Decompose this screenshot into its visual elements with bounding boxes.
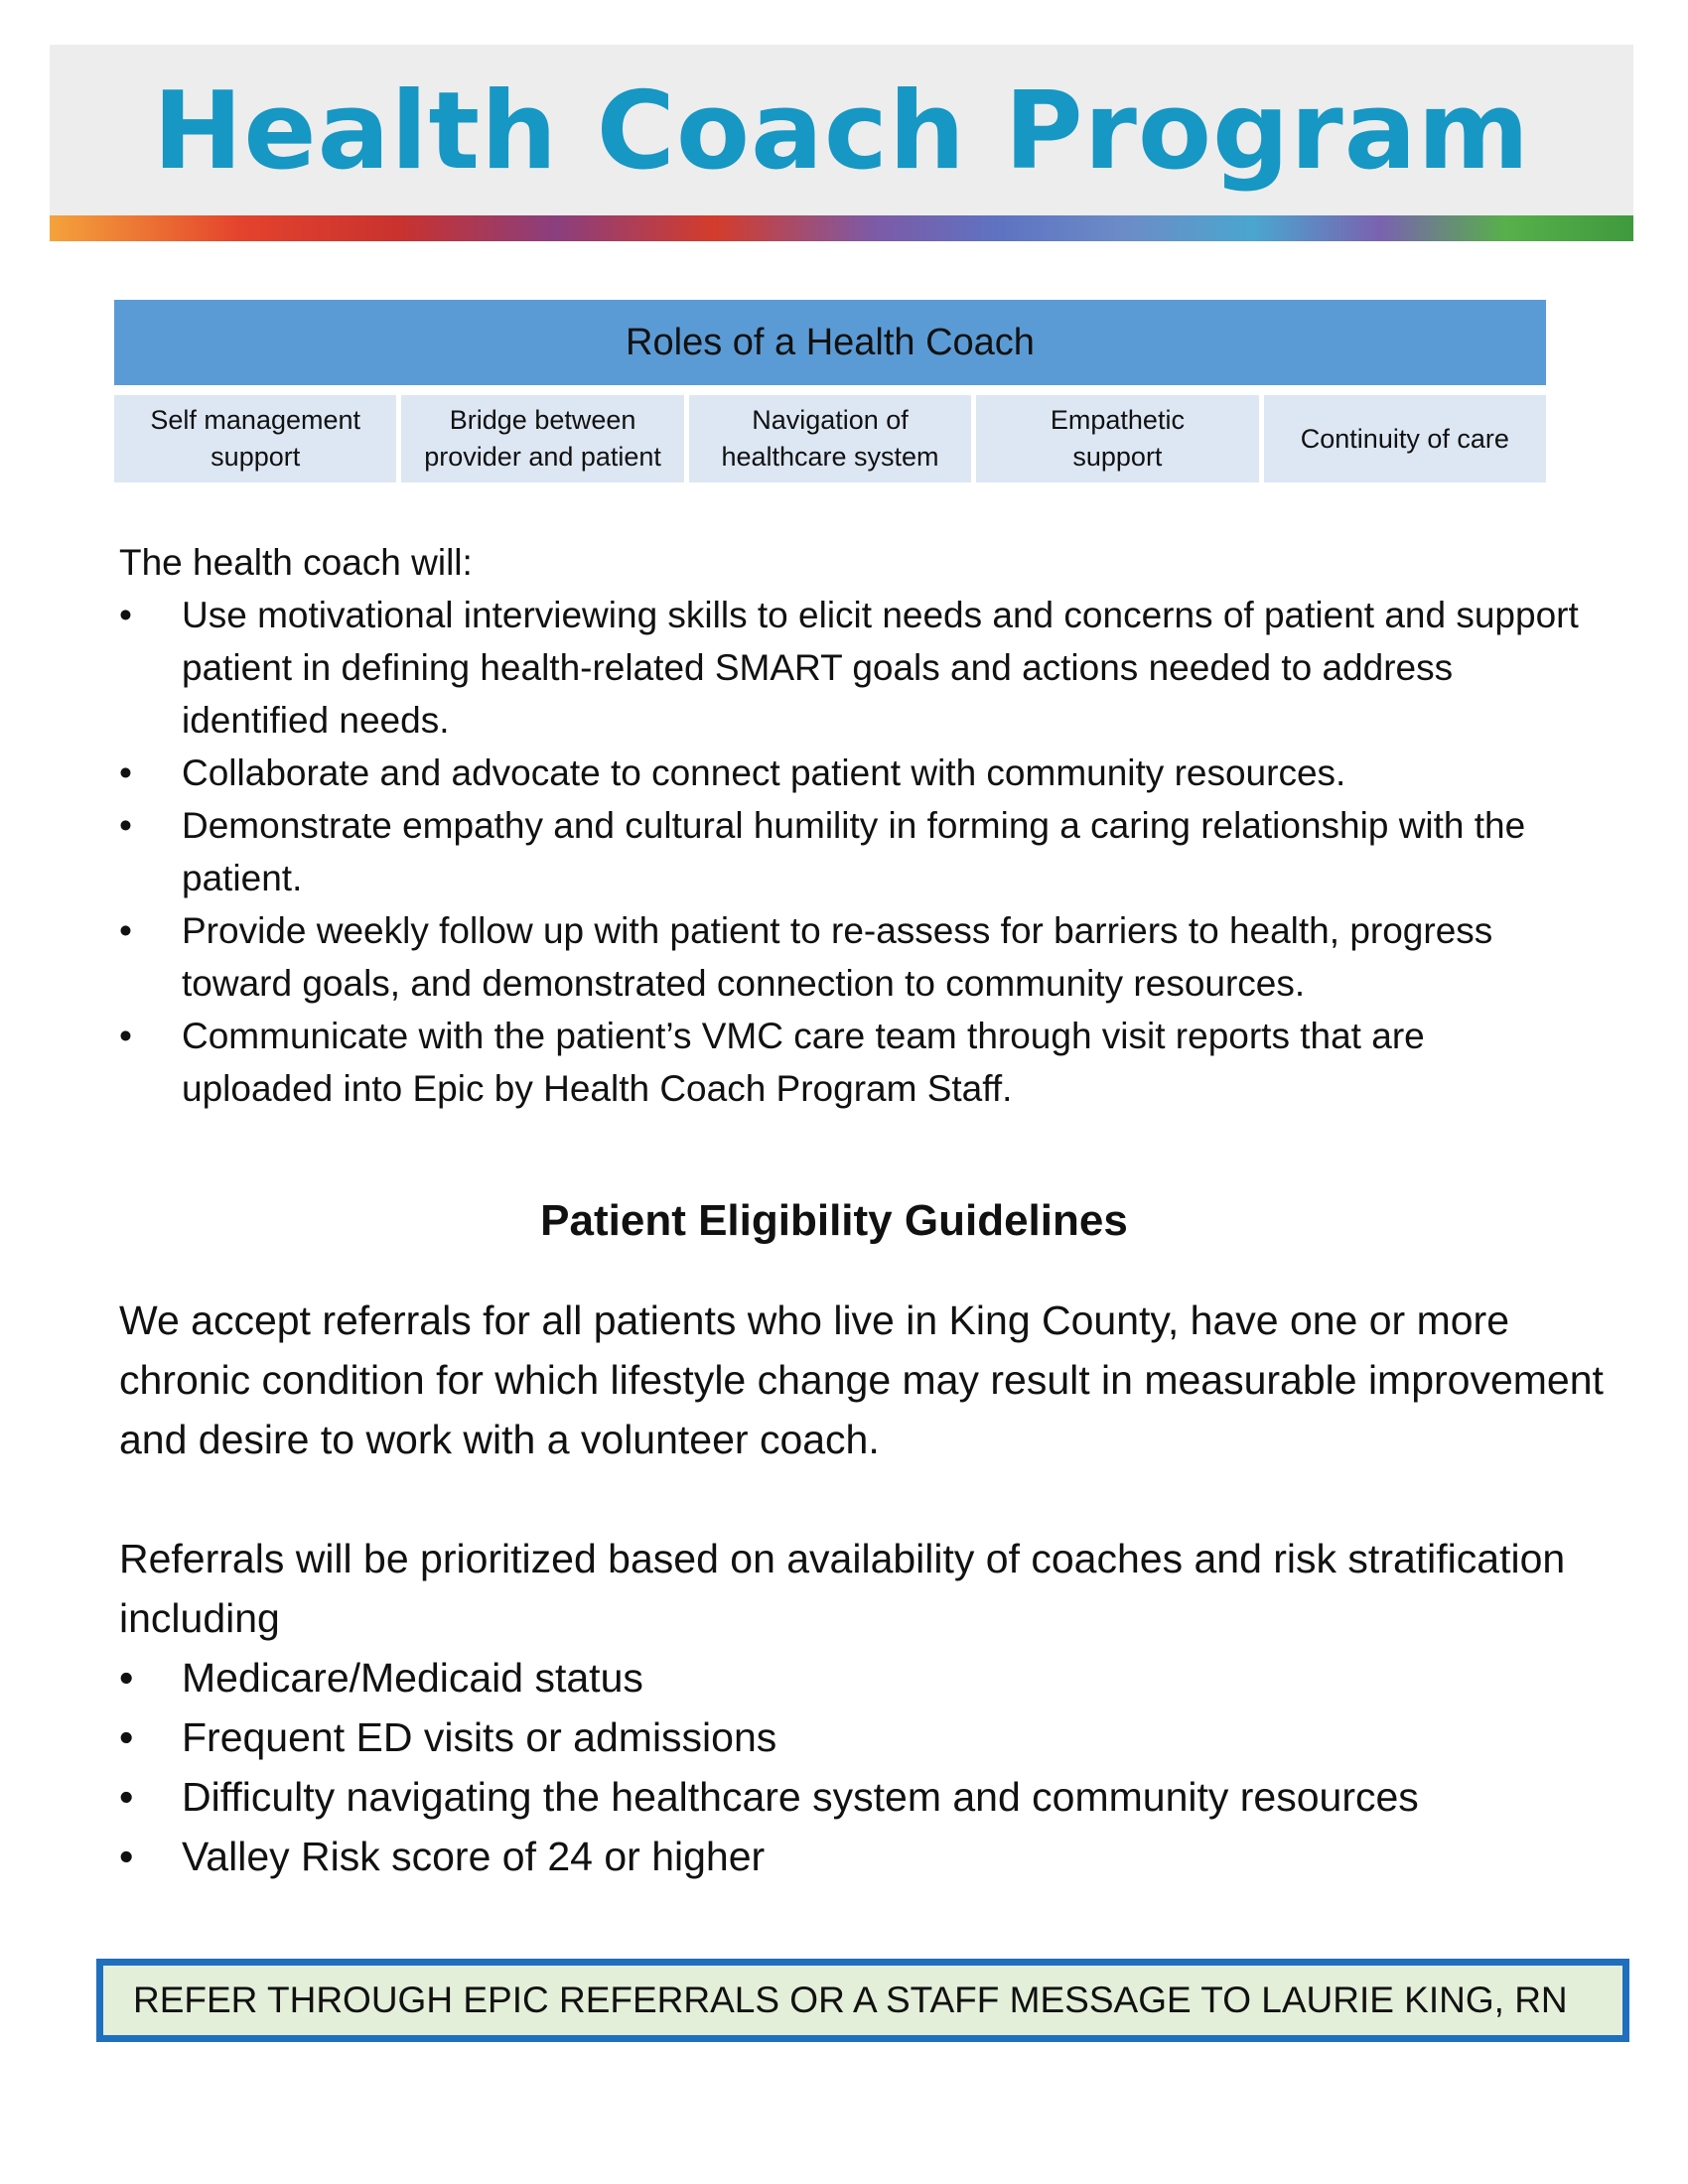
page-title: Health Coach Program [152, 69, 1531, 194]
roles-table-row [114, 395, 1546, 482]
referral-instructions-box [96, 1959, 1629, 2042]
header-banner [50, 45, 1633, 241]
list-item: • Communicate with the patient’s VMC care team through visit reports that are uploaded into Epic by Health Coach Program Staff. [119, 1010, 1579, 1115]
eligibility-title: Patient Eligibility Guidelines [540, 1196, 1128, 1245]
roles-table-heading: Roles of a Health Coach [114, 300, 1546, 385]
role-cell-empathetic-support: Empathetic support [976, 395, 1258, 482]
list-item: • Frequent ED visits or admissions [119, 1707, 1628, 1767]
list-item: • Difficulty navigating the healthcare system and community resources [119, 1767, 1628, 1827]
referral-instructions-text: REFER THROUGH EPIC REFERRALS OR A STAFF MESSAGE TO LAURIE KING, RN [133, 1979, 1568, 2020]
coach-intro: The health coach will: [119, 542, 473, 583]
list-item: • Valley Risk score of 24 or higher [119, 1827, 1628, 1886]
list-item: • Medicare/Medicaid status [119, 1648, 1628, 1707]
decorative-color-band [50, 215, 1633, 241]
role-cell-bridge: Bridge between provider and patient [401, 395, 683, 482]
list-item: • Demonstrate empathy and cultural humility in forming a caring relationship with the patient. [119, 799, 1579, 904]
eligibility-criteria-list [119, 1648, 1628, 1886]
coach-duties-list [119, 589, 1579, 1115]
role-cell-self-management: Self management support [114, 395, 396, 482]
eligibility-paragraph: We accept referrals for all patients who live in King County, have one or more chronic condition for which lifestyle change may result in measurable improvement and desire to work with a volunteer coach. [119, 1297, 1604, 1462]
role-cell-navigation: Navigation of healthcare system [689, 395, 971, 482]
list-item: • Provide weekly follow up with patient to re-assess for barriers to health, progress toward goals, and demonstrated connection to community resources. [119, 904, 1579, 1010]
list-item: • Collaborate and advocate to connect patient with community resources. [119, 747, 1579, 799]
referral-priority-intro: Referrals will be prioritized based on availability of coaches and risk stratification including [119, 1536, 1566, 1641]
list-item: • Use motivational interviewing skills to elicit needs and concerns of patient and support patient in defining health-related SMART goals and actions needed to address identified needs. [119, 589, 1579, 747]
role-cell-continuity: Continuity of care [1264, 395, 1546, 482]
